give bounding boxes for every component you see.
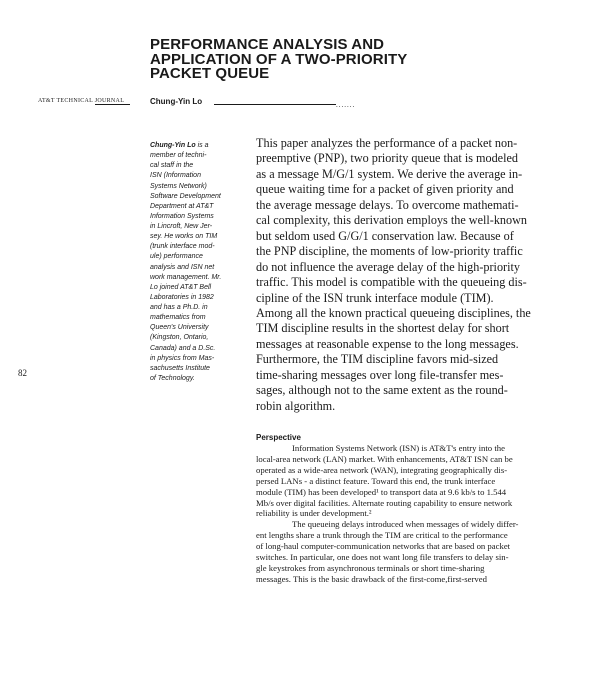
bio-line: Queen's University <box>150 324 209 332</box>
abstract-line: traffic. This model is compatible with the queueing dis- <box>256 275 527 290</box>
body-line: The queueing delays introduced when messages of widely differ- <box>292 519 519 530</box>
bio-first-line-rest: is a <box>195 142 209 149</box>
abstract-line: Among all the known practical queueing disciplines, the <box>256 305 531 320</box>
body-line: Mb/s over digital facilities. Alternate routing capability to ensure network <box>256 497 513 508</box>
abstract-line: do not influence the average delay of the high-priority <box>256 259 520 274</box>
abstract-line: as a message M/G/1 system. We derive the average in- <box>256 166 523 181</box>
body-line: gle keystrokes from asynchronous terminals or short time-sharing <box>256 562 485 573</box>
bio-line: Lo joined AT&T Bell <box>150 283 212 291</box>
bio-line: sachusetts Institute <box>150 364 210 372</box>
body-line: module (TIM) has been developed¹ to transport data at 9.6 kb/s to 1.544 <box>256 486 507 497</box>
body-line: messages. This is the basic drawback of the first-come,first-served <box>256 573 487 584</box>
bio-line: mathematics from <box>150 314 206 322</box>
bio-line: member of techni- <box>150 152 207 160</box>
body-line: operated as a wide-area network (WAN), integrating geographically dis- <box>256 464 508 475</box>
body-line: Information Systems Network (ISN) is AT&T's entry into the <box>292 443 505 453</box>
bio-line: ule) performance <box>150 253 203 261</box>
abstract-line: messages at reasonable expense to the long messages. <box>256 336 519 351</box>
bio-line <box>150 141 242 151</box>
bio-line: Information Systems <box>150 212 214 220</box>
bio-line: Systems Network) <box>150 182 207 190</box>
abstract-line: queue waiting time for a packet of given priority and <box>256 182 514 197</box>
bio-line: sey. He works on TIM <box>150 233 218 241</box>
title-line: PACKET QUEUE <box>150 65 270 82</box>
title-line: PERFORMANCE ANALYSIS AND <box>150 36 385 53</box>
bio-line: analysis and ISN net <box>150 263 215 271</box>
abstract-line: time-sharing messages over long file-transfer mes- <box>256 367 504 382</box>
bio-name: Chung-Yin Lo <box>150 142 196 149</box>
author-bio <box>150 141 242 384</box>
bio-line: Department at AT&T <box>150 202 214 210</box>
bio-line: and has a Ph.D. in <box>150 304 208 311</box>
body-line: switches. In particular, one does not want long file transfers to delay sin- <box>256 552 509 563</box>
abstract-line: TIM discipline results in the shortest delay for short <box>256 321 510 336</box>
header-rule-right <box>214 104 336 105</box>
journal-name: AT&T TECHNICAL JOURNAL <box>38 98 125 104</box>
bio-line: in Lincroft, New Jer- <box>150 223 213 230</box>
abstract-line: Furthermore, the TIM discipline favors mid-sized <box>256 352 499 367</box>
bio-line: work management. Mr. <box>150 273 222 281</box>
abstract-line: cipline of the ISN trunk interface module (TIM). <box>256 290 494 305</box>
perspective-body <box>256 443 556 585</box>
abstract-line: cal complexity, this derivation employs the well-known <box>256 213 527 228</box>
header-rule-left <box>95 104 130 105</box>
bio-line: Canada) and a D.Sc. <box>150 344 216 352</box>
abstract <box>256 136 556 414</box>
abstract-line: sages, although not to the same extent as the round- <box>256 383 508 398</box>
bio-line: (Kingston, Ontario, <box>150 334 209 342</box>
abstract-line: but seldom used G/G/1 conservation law. Because of <box>256 228 514 243</box>
abstract-line: the PNP discipline, the moments of low-priority traffic <box>256 244 523 259</box>
bio-line: cal staff in the <box>150 162 194 170</box>
body-line: of long-haul computer-communication networks that are based on packet <box>256 541 511 552</box>
bio-line: (trunk interface mod- <box>150 243 215 251</box>
bio-line: ISN (Information <box>150 172 201 180</box>
body-line: ent lengths share a trunk through the TIM are critical to the performance <box>256 530 508 541</box>
page-number: 82 <box>18 368 27 378</box>
section-heading-perspective: Perspective <box>256 433 301 442</box>
article-title <box>150 38 530 82</box>
abstract-line: the average message delays. To overcome mathemati- <box>256 197 519 212</box>
bio-line: in physics from Mas- <box>150 354 215 362</box>
abstract-line: robin algorithm. <box>256 398 336 413</box>
abstract-line: preemptive (PNP), two priority queue that is modeled <box>256 151 518 166</box>
title-line: APPLICATION OF A TWO-PRIORITY <box>150 50 408 68</box>
body-line: reliability is under development.² <box>256 508 372 519</box>
author-name: Chung-Yin Lo <box>150 97 203 106</box>
bio-line: Laboratories in 1982 <box>150 293 214 301</box>
bio-line: Software Development <box>150 192 221 200</box>
abstract-line: This paper analyzes the performance of a packet non- <box>256 136 518 150</box>
body-line: persed LANs - a distinct feature. Toward this end, the trunk interface <box>256 475 496 486</box>
header-rule-dots: ....... <box>336 101 356 109</box>
body-line: local-area network (LAN) market. With enhancements, AT&T ISN can be <box>256 453 513 464</box>
bio-line: of Technology. <box>150 374 195 382</box>
